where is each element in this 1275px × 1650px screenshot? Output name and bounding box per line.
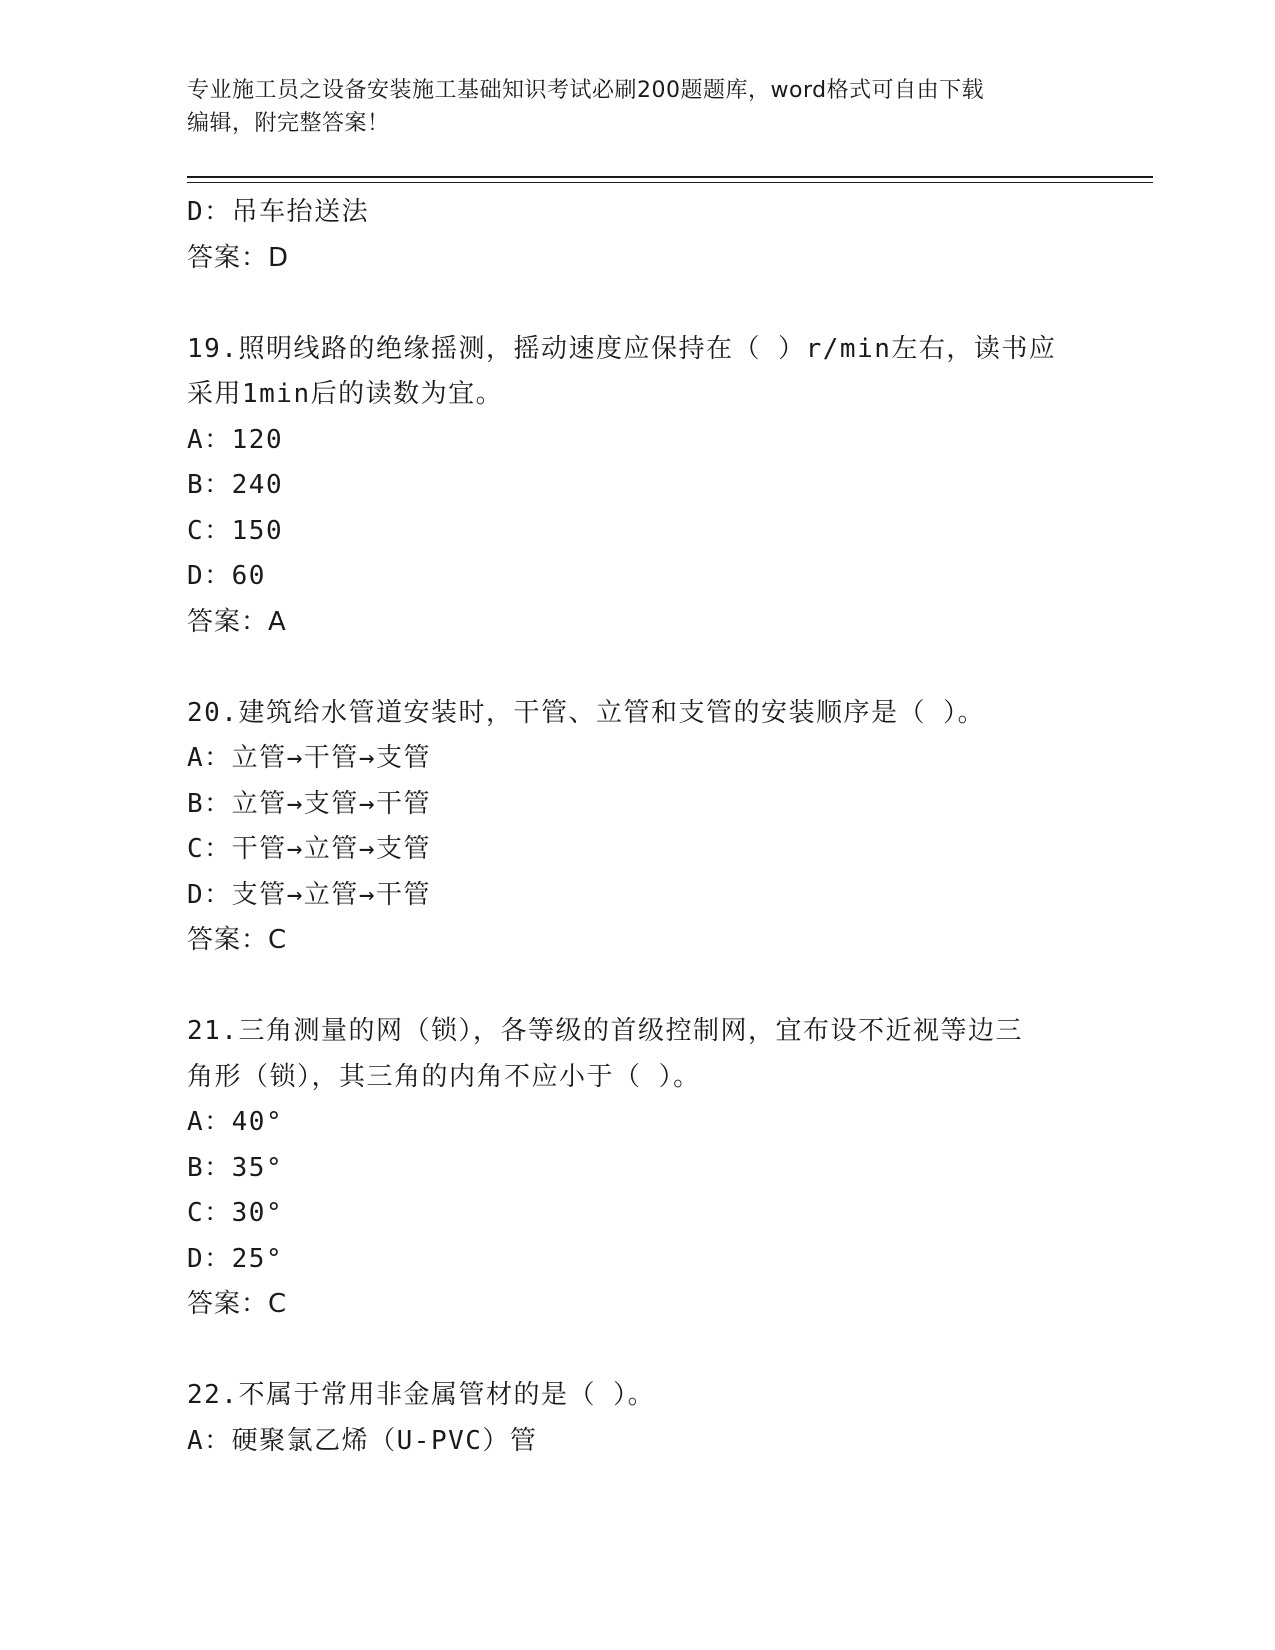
question-content bbox=[187, 190, 1087, 1464]
option-d: D：吊车抬送法 bbox=[187, 197, 370, 227]
question-stem-continued: 角形（锁），其三角的内角不应小于（ ）。 bbox=[187, 1061, 701, 1092]
option-b: B：240 bbox=[187, 470, 284, 500]
spacer bbox=[187, 645, 1087, 691]
option-d: D：60 bbox=[187, 561, 266, 591]
option-a: A：120 bbox=[187, 424, 284, 455]
question-21 bbox=[187, 1009, 1087, 1328]
option-b: B：立管→支管→干管 bbox=[187, 788, 431, 819]
question-stem: 22.不属于常用非金属管材的是（ ）。 bbox=[187, 1380, 656, 1410]
question-18-tail bbox=[187, 190, 1087, 281]
answer-line: 答案：D bbox=[187, 242, 290, 273]
document-header bbox=[187, 74, 1087, 140]
header-title-line-2: 编辑，附完整答案！ bbox=[187, 111, 390, 136]
answer-line: 答案：A bbox=[187, 606, 287, 637]
question-stem: 21.三角测量的网（锁），各等级的首级控制网，宜布设不近视等边三 bbox=[187, 1016, 1023, 1046]
answer-line: 答案：C bbox=[187, 1289, 288, 1319]
answer-line: 答案：C bbox=[187, 925, 288, 955]
option-c: C：150 bbox=[187, 515, 284, 546]
question-19 bbox=[187, 327, 1087, 646]
question-22 bbox=[187, 1373, 1087, 1464]
header-title-line-1: 专业施工员之设备安装施工基础知识考试必刷200题题库，word格式可自由下载 bbox=[187, 78, 985, 103]
option-c: C：30° bbox=[187, 1198, 284, 1228]
spacer bbox=[187, 281, 1087, 327]
option-a: A：40° bbox=[187, 1107, 284, 1137]
question-stem: 19.照明线路的绝缘摇测，摇动速度应保持在（ ）r/min左右，读书应 bbox=[187, 333, 1057, 364]
header-divider-thin bbox=[187, 182, 1153, 183]
option-d: D：25° bbox=[187, 1243, 284, 1274]
question-stem: 20.建筑给水管道安装时，干管、立管和支管的安装顺序是（ ）。 bbox=[187, 697, 986, 728]
option-a: A：立管→干管→支管 bbox=[187, 743, 431, 773]
spacer bbox=[187, 964, 1087, 1010]
question-stem-continued: 采用1min后的读数为宜。 bbox=[187, 379, 504, 409]
header-divider-thick bbox=[187, 176, 1153, 178]
option-c: C：干管→立管→支管 bbox=[187, 834, 431, 864]
option-d: D：支管→立管→干管 bbox=[187, 879, 431, 910]
option-b: B：35° bbox=[187, 1152, 284, 1183]
question-20 bbox=[187, 691, 1087, 964]
spacer bbox=[187, 1328, 1087, 1374]
option-a: A：硬聚氯乙烯（U-PVC）管 bbox=[187, 1425, 538, 1456]
